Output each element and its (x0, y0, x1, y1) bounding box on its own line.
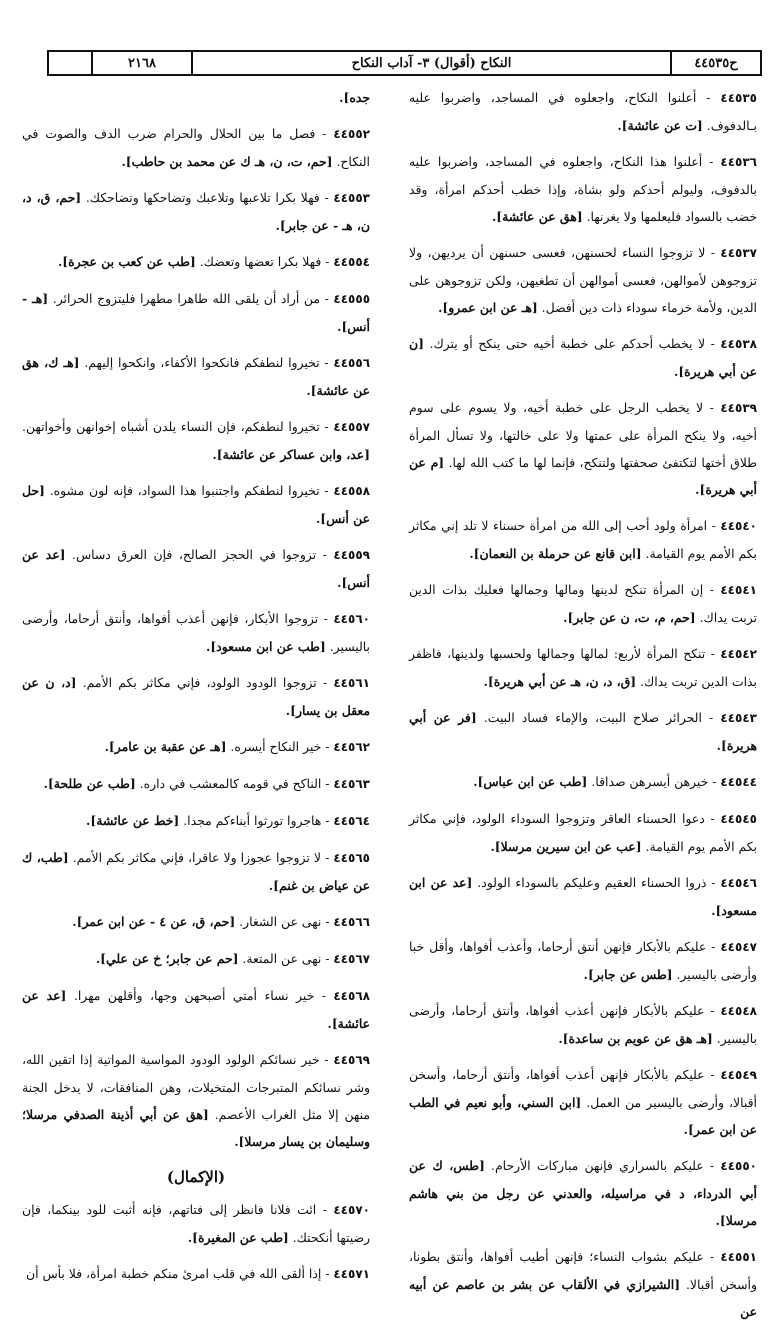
hadith-source: [طب عن المغيرة]. (187, 1230, 289, 1245)
hadith-entry: ٤٤٥٤٦ - ذروا الحسناء العقيم وعليكم بالسوداء الولود. [عد عن ابن مسعود]. (409, 875, 757, 918)
hadith-number: ٤٤٥٧١ (333, 1267, 370, 1281)
hadith-entry: ٤٤٥٤٣ - الحرائر صلاح البيت، والإماء فساد البيت. [فر عن أبي هريرة]. (409, 710, 757, 753)
hadith-text: تخيروا لنطفكم فانكحوا الأكفاء، وانكحوا إليهم. (79, 355, 320, 370)
hadith-number: ٤٤٥٥٥ (333, 292, 371, 306)
hadith-entry: ٤٤٥٥٤ - فهلا بكرا تعضها وتعضك. [طب عن كعب بن عجرة]. (57, 254, 370, 269)
hadith-text: امرأة ولود أحب إلى الله من امرأة حسناء لا تلد إني مكاثر بكم الأمم يوم القيامة. (409, 518, 757, 561)
hadith-text: نهى عن المتعة. (238, 951, 322, 966)
hadith-entry: ٤٤٥٥١ - عليكم بشواب النساء؛ فإنهن أطيب أفواها، وأنتق بطونا، وأسخن أقبالا. [الشيرازي في الألقاب عن بشر بن عاصم عن أبيه عن (409, 1249, 757, 1319)
hadith-text: هاجروا تورثوا أبناءكم مجدا. (179, 813, 322, 828)
hadith-number: ٤٤٥٦٩ (333, 1053, 370, 1067)
hadith-entry: ٤٤٥٣٩ - لا يخطب الرجل على خطبة أخيه، ولا يسوم على سوم أخيه، ولا ينكح المرأة على عمتها ولا على خالتها، ولا تسأل المرأة طلاق أختها لتكتفئ صحفتها ولتنكح، فإنما لها ما كتب الله لها. [م عن أبي هريرة]. (409, 400, 757, 497)
hadith-entry: ٤٤٥٦٥ - لا تزوجوا عجوزا ولا عاقرا، فإني مكاثر بكم الأمم. [طب، ك عن عياض بن غنم]. (22, 850, 370, 893)
hadith-text: ذروا الحسناء العقيم وعليكم بالسوداء الولود. (472, 875, 707, 890)
hadith-text: تخيروا لنطفكم، فإن النساء يلدن أشباه إخوانهن وأخواتهن. (22, 419, 320, 434)
hadith-source: [حم عن جابر؛ خ عن علي]. (95, 951, 239, 966)
hadith-source: [فر عن أبي هريرة]. (409, 710, 757, 753)
hadith-number: ٤٤٥٣٩ (720, 401, 757, 415)
hadith-source: [عد عن عائشة]. (22, 988, 370, 1031)
hadith-entry: ٤٤٥٥٥ - من أراد أن يلقى الله طاهرا مطهرا فليتزوج الحرائر. [هـ - أنس]. (22, 291, 371, 334)
hadith-source: [عد، وابن عساكر عن عائشة]. (212, 447, 370, 462)
hadith-text: أعلنوا هذا النكاح، واجعلوه في المساجد، واضربوا عليه بالدفوف، وليولم أحدكم ولو بشاة، وإذا خطب أحدكم امرأة، وقد خضب بالسواد فليعلمها ولا يغرنها. (409, 154, 757, 224)
hadith-source: [عب عن ابن سيرين مرسلا]. (490, 839, 642, 854)
hadith-number: ٤٤٥٥٤ (333, 255, 370, 269)
hadith-entry: ٤٤٥٤٧ - عليكم بالأبكار فإنهن أنتق أرحاما، وأعذب أفواها، وأقل خبا وأرضى باليسير. [طس عن جابر]. (409, 939, 757, 982)
hadith-source: [ق، د، ن، هـ عن أبي هريرة]. (483, 674, 637, 689)
hadith-source: جده]. (339, 90, 370, 105)
hadith-text: فهلا بكرا تلاعبها وتلاعبك وتضاحكها وتضاحكك. (81, 190, 320, 205)
hadith-entry: ٤٤٥٥٧ - تخيروا لنطفكم، فإن النساء يلدن أشباه إخوانهن وأخواتهن. [عد، وابن عساكر عن عائشة]. (22, 419, 370, 462)
hadith-entry (22, 84, 370, 111)
hadith-number: ٤٤٥٣٦ (720, 155, 757, 169)
hadith-text: فهلا بكرا تعضها وتعضك. (195, 254, 322, 269)
hadith-number: ٤٤٥٤٧ (720, 940, 757, 954)
hadith-source: [ابن السني، وأبو نعيم في الطب عن ابن عمر]. (409, 1095, 757, 1137)
hadith-text: تزوجوا في الحجز الصالح، فإن العرق دساس. (65, 547, 317, 562)
hadith-number: ٤٤٥٦٦ (333, 915, 370, 929)
hadith-source: [طب عن كعب بن عجرة]. (57, 254, 196, 269)
hadith-source: [حم، ق، عن ٤ - عن ابن عمر]. (72, 914, 236, 929)
hadith-number: ٤٤٥٦٢ (333, 740, 370, 754)
hadith-number: ٤٤٥٤١ (720, 583, 757, 597)
hadith-text: إن المرأة تنكح لدينها ومالها وجمالها فعليك بذات الدين تربت يداك. (409, 582, 757, 625)
hadith-text: عليكم بالسراري فإنهن مباركات الأرحام. (484, 1158, 704, 1173)
hadith-text: ائت فلانا فانظر إلى فتاتهم، فإنه أثبت للود بينكما، فإن رضيتها أنكحتك. (22, 1202, 370, 1245)
page-header (47, 50, 762, 76)
hadith-number: ٤٤٥٦٧ (333, 952, 370, 966)
hadith-range: ح٤٤٥٣٥ (694, 55, 738, 71)
hadith-source: [حم، ت، ن، هـ ك عن محمد بن حاطب]. (121, 154, 333, 169)
hadith-number: ٤٤٥٥٦ (333, 356, 371, 370)
hadith-entry: ٤٤٥٤٢ - تنكح المرأة لأربع: لمالها وجمالها ولحسبها ولدينها، فاظفر بذات الدين تربت يداك. [ق، د، ن، هـ عن أبي هريرة]. (409, 646, 757, 689)
hadith-entry: ٤٤٥٦٧ - نهى عن المتعة. [حم عن جابر؛ خ عن علي]. (95, 951, 370, 966)
hadith-number: ٤٤٥٦١ (333, 676, 370, 690)
hadith-number: ٤٤٥٦٠ (333, 612, 370, 626)
left-column (22, 84, 370, 1297)
hadith-source: [طب عن ابن عباس]. (473, 774, 588, 789)
hadith-entry: ٤٤٥٦٠ - تزوجوا الأبكار، فإنهن أعذب أفواها، وأنتق أرحاما، وأرضى باليسير. [طب عن ابن مسعود]. (22, 611, 370, 654)
hadith-text: دعوا الحسناء العاقر وتزوجوا السوداء الولود، فإني مكاثر بكم الأمم يوم القيامة. (409, 811, 757, 854)
hadith-source: [طس عن جابر]. (583, 967, 673, 982)
hadith-number: ٤٤٥٤٥ (720, 812, 757, 826)
hadith-entry: ٤٤٥٦٩ - خير نسائكم الولود الودود المواسية المواتية إذا اتقين الله، وشر نسائكم المتبرجات المتخيلات، وهن المنافقات، لا يدخل الجنة منهن إلا مثل الغراب الأعصم. [هق عن أبي أذينة الصدفي مرسلا؛ وسليمان بن يسار مرسلا]. (22, 1052, 370, 1149)
hadith-text: عليكم بالأبكار فإنهن أنتق أرحاما، وأعذب أفواها، وأقل خبا وأرضى باليسير. (409, 939, 757, 982)
hadith-text: الحرائر صلاح البيت، والإماء فساد البيت. (476, 710, 702, 725)
hadith-number: ٤٤٥٤٦ (720, 876, 757, 890)
hadith-entry: ٤٤٥٥٩ - تزوجوا في الحجز الصالح، فإن العرق دساس. [عد عن أنس]. (22, 547, 370, 590)
hadith-number: ٤٤٥٣٨ (720, 337, 757, 351)
hadith-text: خير نساء أمتي أصبحهن وجها، وأقلهن مهرا. (66, 988, 315, 1003)
hadith-number: ٤٤٥٥٨ (333, 484, 370, 498)
hadith-entry: ٤٤٥٥٦ - تخيروا لنطفكم فانكحوا الأكفاء، وانكحوا إليهم. [هـ ك، هق عن عائشة]. (22, 355, 371, 398)
hadith-source: [هـ ك، هق عن عائشة]. (22, 355, 370, 398)
hadith-source: [د، ن عن معقل بن يسار]. (22, 675, 370, 718)
hadith-text: لا يخطب الرجل على خطبة أخيه، ولا يسوم على سوم أخيه، ولا ينكح المرأة على عمتها ولا على خالتها، ولا تسأل المرأة طلاق أختها لتكتفئ صحفتها ولتنكح، فإنما لها ما كتب الله لها. (409, 400, 757, 470)
hadith-text: عليكم بالأبكار فإنهن أعذب أفواها، وأنتق أرحاما، وأرضى باليسير. (409, 1003, 757, 1046)
hadith-source: [هق عن عائشة]. (491, 209, 583, 224)
hadith-source: [ابن قانع عن حرملة بن النعمان]. (469, 546, 642, 561)
hadith-entry: ٤٤٥٧١ - إذا ألقى الله في قلب امرئ منكم خطبة امرأة، فلا بأس أن (26, 1266, 370, 1281)
hadith-source: [هـ - أنس]. (22, 291, 370, 334)
hadith-number: ٤٤٥٤٩ (720, 1068, 757, 1082)
hadith-entry: ٤٤٥٣٥ - أعلنوا النكاح، واجعلوه في المساجد، واضربوا عليه بـالدفوف. [ت عن عائشة]. (409, 90, 757, 133)
hadith-entry: ٤٤٥٦٢ - خير النكاح أيسره. [هـ عن عقبة بن عامر]. (104, 739, 370, 754)
hadith-number: ٤٤٥٤٠ (720, 519, 757, 533)
hadith-number: ٤٤٥٦٣ (333, 777, 370, 791)
section-heading: (الإكمال) (166, 1168, 226, 1186)
hadith-source: [حم، ق، د، ن، هـ - عن جابر]. (22, 190, 370, 233)
hadith-entry: ٤٤٥٦٨ - خير نساء أمتي أصبحهن وجها، وأقلهن مهرا. [عد عن عائشة]. (22, 988, 370, 1031)
hadith-source: [طب عن طلحة]. (43, 776, 136, 791)
right-column (409, 84, 757, 1334)
hadith-text: خير نسائكم الولود الودود المواسية المواتية إذا اتقين الله، وشر نسائكم المتبرجات المتخيلات، وهن المنافقات، لا يدخل الجنة منهن إلا مثل الغراب الأعصم. (22, 1052, 370, 1122)
hadith-number: ٤٤٥٥٩ (333, 548, 370, 562)
hadith-entry: ٤٤٥٤١ - إن المرأة تنكح لدينها ومالها وجمالها فعليك بذات الدين تربت يداك. [حم، م، ت، ن عن جابر]. (409, 582, 757, 625)
header-blank-cell (49, 52, 93, 74)
hadith-source: [حم، م، ت، ن عن جابر]. (563, 610, 696, 625)
hadith-source: [طس، ك عن أبي الدرداء، د في مراسيله، والعدني عن رجل من بني هاشم مرسلا]. (409, 1158, 757, 1228)
hadith-text: تزوجوا الودود الولود، فإني مكاثر بكم الأمم. (76, 675, 317, 690)
hadith-source: [هـ عن عقبة بن عامر]. (104, 739, 227, 754)
hadith-text: نهى عن الشغار. (235, 914, 322, 929)
hadith-text: تزوجوا الأبكار، فإنهن أعذب أفواها، وأنتق أرحاما، وأرضى باليسير. (22, 611, 370, 654)
hadith-text: إذا ألقى الله في قلب امرئ منكم خطبة امرأة، فلا بأس أن (26, 1266, 322, 1281)
hadith-entry: ٤٤٥٤٥ - دعوا الحسناء العاقر وتزوجوا السوداء الولود، فإني مكاثر بكم الأمم يوم القيامة. [عب عن ابن سيرين مرسلا]. (409, 811, 757, 854)
hadith-text: خيرهن أيسرهن صداقا. (587, 774, 709, 789)
hadith-source: [الشيرازي في الألقاب عن بشر بن عاصم عن أبيه عن (409, 1277, 757, 1319)
hadith-text: تنكح المرأة لأربع: لمالها وجمالها ولحسبها ولدينها، فاظفر بذات الدين تربت يداك. (409, 646, 757, 689)
hadith-number: ٤٤٥٥٧ (333, 420, 370, 434)
hadith-number: ٤٤٥٤٢ (720, 647, 757, 661)
hadith-number: ٤٤٥٦٥ (333, 851, 370, 865)
hadith-text: فصل ما بين الحلال والحرام ضرب الدف والصوت في النكاح. (22, 126, 370, 169)
hadith-text: عليكم بالأبكار فإنهن أعذب أفواها، وأنتق أرحاما، وأسخن أقبالا، وأرضى باليسير من العمل. (409, 1067, 757, 1110)
hadith-source: [حل عن أنس]. (22, 483, 370, 526)
hadith-entry: ٤٤٥٤٨ - عليكم بالأبكار فإنهن أعذب أفواها، وأنتق أرحاما، وأرضى باليسير. [هـ هق عن عويم بن ساعدة]. (409, 1003, 757, 1046)
hadith-number: ٤٤٥٧٠ (333, 1203, 370, 1217)
hadith-number: ٤٤٥٥٠ (720, 1159, 757, 1173)
hadith-text: لا يخطب أحدكم على خطبة أخيه حتى ينكح أو يترك. (423, 336, 706, 351)
hadith-source: [طب، ك عن عياض بن غنم]. (22, 850, 370, 893)
hadith-text: تخيروا لنطفكم واجتنبوا هذا السواد، فإنه لون مشوه. (44, 483, 320, 498)
hadith-number: ٤٤٥٣٥ (720, 91, 757, 105)
hadith-entry: ٤٤٥٤٤ - خيرهن أيسرهن صداقا. [طب عن ابن عباس]. (473, 774, 757, 789)
hadith-entry: ٤٤٥٦١ - تزوجوا الودود الولود، فإني مكاثر بكم الأمم. [د، ن عن معقل بن يسار]. (22, 675, 370, 718)
hadith-entry: ٤٤٥٥٣ - فهلا بكرا تلاعبها وتلاعبك وتضاحكها وتضاحكك. [حم، ق، د، ن، هـ - عن جابر]. (22, 190, 370, 233)
hadith-text: خير النكاح أيسره. (226, 739, 322, 754)
hadith-entry: ٤٤٥٥٠ - عليكم بالسراري فإنهن مباركات الأرحام. [طس، ك عن أبي الدرداء، د في مراسيله، والعدني عن رجل من بني هاشم مرسلا]. (409, 1158, 757, 1228)
hadith-entry: ٤٤٥٦٣ - الناكح في قومه كالمعشب في داره. [طب عن طلحة]. (43, 776, 370, 791)
hadith-text: عليكم بشواب النساء؛ فإنهن أطيب أفواها، وأنتق بطونا، وأسخن أقبالا. (409, 1249, 757, 1292)
hadith-source: [هق عن أبي أذينة الصدفي مرسلا؛ وسليمان بن يسار مرسلا]. (22, 1107, 370, 1149)
hadith-entry: ٤٤٥٣٧ - لا تزوجوا النساء لحسنهن، فعسى حسنهن أن يرديهن، ولا تزوجوهن لأموالهن، فعسى أموالهن أن تطغيهن، ولكن تزوجوهن على الدين، ولأمة خرماء سوداء ذات دين أفضل. [هـ عن ابن عمرو]. (409, 245, 757, 315)
hadith-number: ٤٤٥٤٨ (720, 1004, 757, 1018)
hadith-source: [ت عن عائشة]. (617, 118, 703, 133)
hadith-text: أعلنوا النكاح، واجعلوه في المساجد، واضربوا عليه بـالدفوف. (409, 90, 757, 133)
hadith-number: ٤٤٥٣٧ (720, 246, 757, 260)
hadith-entry: ٤٤٥٥٨ - تخيروا لنطفكم واجتنبوا هذا السواد، فإنه لون مشوه. [حل عن أنس]. (22, 483, 370, 526)
hadith-number: ٤٤٥٥٣ (333, 191, 370, 205)
hadith-source: [خط عن عائشة]. (86, 813, 180, 828)
hadith-entry: ٤٤٥٦٤ - هاجروا تورثوا أبناءكم مجدا. [خط عن عائشة]. (86, 813, 370, 828)
hadith-number: ٤٤٥٥١ (720, 1250, 757, 1264)
chapter-title: النكاح (أقوال) ٣- آداب النكاح (193, 52, 672, 74)
hadith-entry: ٤٤٥٤٠ - امرأة ولود أحب إلى الله من امرأة حسناء لا تلد إني مكاثر بكم الأمم يوم القيامة. [ابن قانع عن حرملة بن النعمان]. (409, 518, 757, 561)
hadith-text: من أراد أن يلقى الله طاهرا مطهرا فليتزوج الحرائر. (48, 291, 320, 306)
hadith-number: ٤٤٥٤٤ (720, 775, 757, 789)
hadith-number: ٤٤٥٥٢ (333, 127, 370, 141)
hadith-text: لا تزوجوا النساء لحسنهن، فعسى حسنهن أن يرديهن، ولا تزوجوهن لأموالهن، فعسى أموالهن أن تطغيهن، ولكن تزوجوهن على الدين، ولأمة خرماء سوداء ذات دين أفضل. (409, 245, 757, 315)
hadith-source: [عد عن ابن مسعود]. (409, 875, 757, 918)
hadith-source: [هـ هق عن عويم بن ساعدة]. (558, 1031, 713, 1046)
hadith-number: ٤٤٥٦٨ (333, 989, 370, 1003)
hadith-entry: ٤٤٥٥٢ - فصل ما بين الحلال والحرام ضرب الدف والصوت في النكاح. [حم، ت، ن، هـ ك عن محمد بن حاطب]. (22, 126, 370, 169)
hadith-source: [عد عن أنس]. (22, 547, 370, 590)
hadith-number: ٤٤٥٤٣ (720, 711, 757, 725)
hadith-source: [م عن أبي هريرة]. (409, 455, 757, 497)
hadith-text: الناكح في قومه كالمعشب في داره. (135, 776, 322, 791)
hadith-entry: ٤٤٥٣٨ - لا يخطب أحدكم على خطبة أخيه حتى ينكح أو يترك. [ن عن أبي هريرة]. (409, 336, 757, 379)
hadith-entry: ٤٤٥٧٠ - ائت فلانا فانظر إلى فتاتهم، فإنه أثبت للود بينكما، فإن رضيتها أنكحتك. [طب عن المغيرة]. (22, 1202, 370, 1245)
hadith-entry: ٤٤٥٦٦ - نهى عن الشغار. [حم، ق، عن ٤ - عن ابن عمر]. (72, 914, 370, 929)
hadith-entry: ٤٤٥٤٩ - عليكم بالأبكار فإنهن أعذب أفواها، وأنتق أرحاما، وأسخن أقبالا، وأرضى باليسير من العمل. [ابن السني، وأبو نعيم في الطب عن ابن عمر]. (409, 1067, 757, 1137)
page-number: ٢١٦٨ (93, 52, 193, 74)
hadith-source: [طب عن ابن مسعود]. (206, 639, 326, 654)
hadith-source: [هـ عن ابن عمرو]. (438, 300, 538, 315)
hadith-entry: ٤٤٥٣٦ - أعلنوا هذا النكاح، واجعلوه في المساجد، واضربوا عليه بالدفوف، وليولم أحدكم ولو بشاة، وإذا خطب أحدكم امرأة، وقد خضب بالسواد فليعلمها ولا يغرنها. [هق عن عائشة]. (409, 154, 757, 224)
hadith-number: ٤٤٥٦٤ (333, 814, 370, 828)
hadith-source: [ن عن أبي هريرة]. (409, 336, 757, 379)
hadith-text: لا تزوجوا عجوزا ولا عاقرا، فإني مكاثر بكم الأمم. (68, 850, 321, 865)
